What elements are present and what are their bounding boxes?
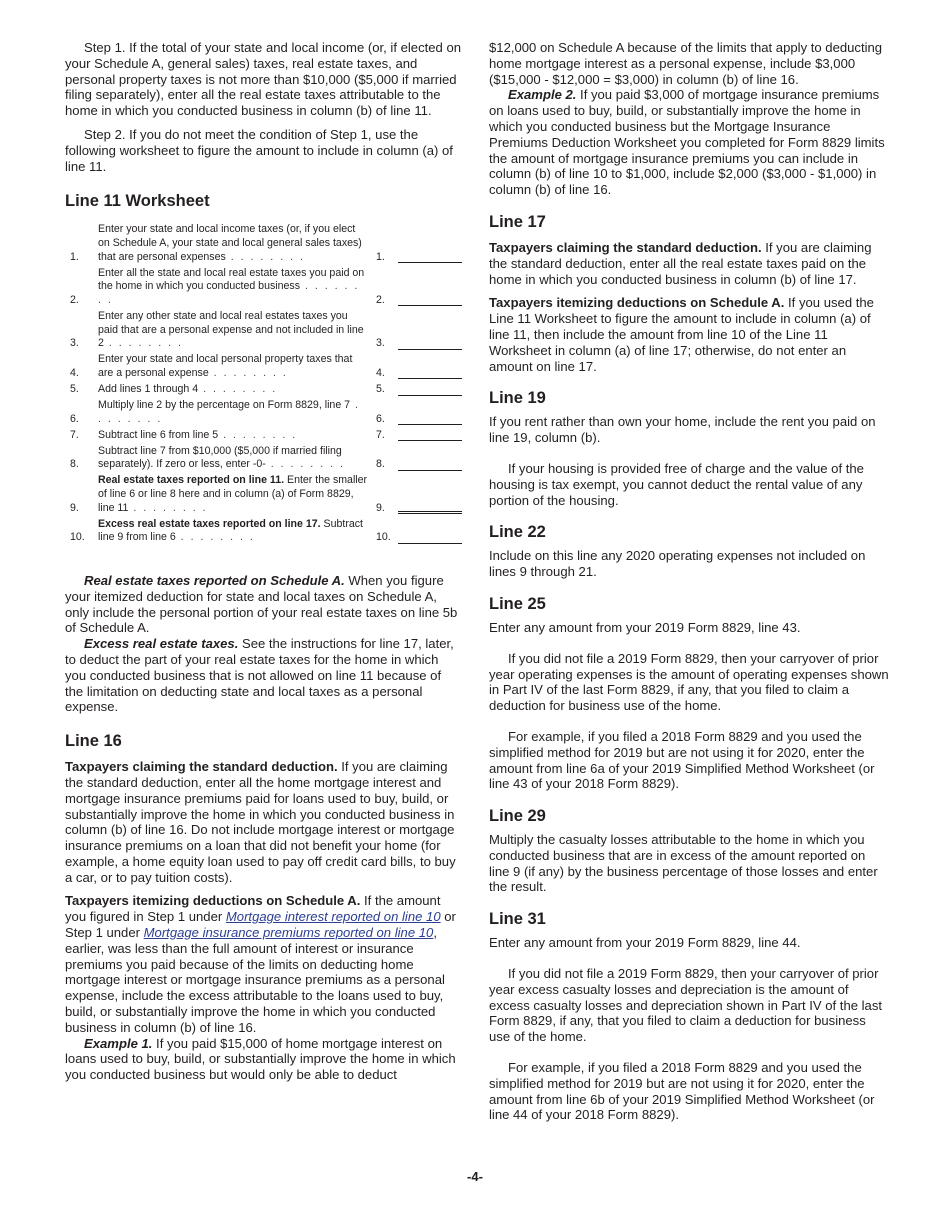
worksheet-line-text: [98, 399, 368, 426]
page-number: -4-: [467, 1169, 483, 1184]
leader-dots: . . . . . . . .: [175, 531, 255, 544]
example1-continued: $12,000 on Schedule A because of the limits that apply to deducting home mortgage interest as a personal expense, include $3,000 ($15,000 - $12,000 = $3,000) in column (b) of line 16.: [489, 40, 883, 87]
worksheet-entry-field[interactable]: [398, 384, 462, 396]
line19-title: Line 19: [489, 389, 546, 408]
line29-title: Line 29: [489, 807, 546, 826]
worksheet-line-number: 10.: [70, 531, 85, 544]
worksheet-entry-field[interactable]: [398, 367, 462, 379]
l31-paragraph-1: Enter any amount from your 2019 Form 8829, line 44.: [489, 935, 801, 951]
worksheet-row: [65, 445, 462, 472]
worksheet-entry-field[interactable]: [398, 459, 462, 471]
l17-item-heading: Taxpayers itemizing deductions on Schedule A.: [489, 295, 785, 311]
worksheet-line-desc: Enter the smaller of line 6 or line 8 here and in column (a) of Form 8829, line 11: [98, 474, 368, 514]
l25-paragraph-3: For example, if you filed a 2018 Form 8829 and you used the simplified method for 2019 but are not using it for 2020, enter the amount from line 6a of your 2019 Simplified Method Worksheet (or line 43 of your 2018 Form 8829).: [489, 728, 875, 792]
worksheet-line-ref: 9.: [376, 501, 385, 514]
leader-dots: . . . . . . . .: [128, 501, 208, 514]
leader-dots: . . . . . . . .: [265, 458, 345, 471]
worksheet-line-desc: Multiply line 2 by the percentage on Form 8829, line 7: [98, 399, 351, 411]
leader-dots: . . . . . . . .: [225, 250, 305, 263]
worksheet-entry-field[interactable]: [398, 429, 462, 441]
worksheet-line-ref: 1.: [376, 250, 385, 263]
right-column: [489, 40, 889, 1123]
worksheet-line-desc: Enter your state and local income taxes (or, if you elect on Schedule A, your state and local general sales taxes) that are personal expenses: [98, 223, 362, 263]
worksheet-line-desc: Subtract line 9 from line 6: [98, 517, 363, 544]
worksheet-line-text: [98, 383, 368, 397]
worksheet-line-ref: 4.: [376, 366, 385, 379]
example2-text: If you paid $3,000 of mortgage insurance premiums on loans used to buy, build, or substantially improve the home in which you conducted business but the Mortgage Insurance Premiums Deduction Worksheet you completed for Form 8829 limits the amount of mortgage insurance premiums you can include in column (b) of line 10 to $1,000, include $2,000 ($3,000 - $1,000) in column (b) of line 16.: [489, 87, 885, 198]
l16-item-text-c: , earlier, was less than the full amount of interest or insurance premiums you paid because of the limits on deducting home mortgage interest or mortgage insurance premiums as a personal expense, include the excess attributable to the loans used to buy, build, or substantially improve the home in which you conducted business in column (b) of line 16.: [65, 925, 445, 1035]
leader-dots: . . . . . . . .: [98, 399, 360, 425]
worksheet-line-ref: 8.: [376, 458, 385, 471]
l17-std-paragraph: [489, 240, 889, 287]
worksheet-row: [65, 518, 462, 545]
line22-title: Line 22: [489, 523, 546, 542]
worksheet-line-desc: Subtract line 6 from line 5: [98, 428, 219, 441]
example1-paragraph: [65, 1036, 462, 1083]
worksheet-line-number: 8.: [70, 458, 79, 471]
line17-title: Line 17: [489, 212, 546, 231]
worksheet-row: [65, 353, 462, 380]
worksheet-row: [65, 267, 462, 308]
worksheet-row: [65, 383, 462, 397]
worksheet-row: [65, 223, 462, 264]
line25-title: Line 25: [489, 594, 546, 613]
l16-item-text-b: or Step 1 under: [65, 909, 456, 941]
worksheet-line-number: 4.: [70, 366, 79, 379]
worksheet-line-desc: Enter all the state and local real estate taxes you paid on the home in which you conducted business: [98, 266, 365, 293]
worksheet-line-number: 5.: [70, 382, 79, 395]
worksheet-line-number: 2.: [70, 293, 79, 306]
worksheet-line-text: [98, 518, 368, 545]
re-taxes-paragraph: [65, 573, 462, 636]
worksheet-line-desc: Subtract line 7 from $10,000 ($5,000 if married filing separately). If zero or less, enter -0-: [98, 444, 342, 471]
leader-dots: . . . . . . . .: [198, 382, 278, 395]
worksheet-line-bold: Real estate taxes reported on line 11.: [98, 474, 285, 487]
l16-std-heading: Taxpayers claiming the standard deduction.: [65, 759, 338, 775]
worksheet-entry-field[interactable]: [398, 500, 462, 514]
worksheet-line-ref: 5.: [376, 382, 385, 395]
worksheet-entry-field[interactable]: [398, 251, 462, 263]
worksheet-line-desc: Enter your state and local personal property taxes that are a personal expense: [98, 353, 353, 379]
worksheet-line-number: 6.: [70, 412, 79, 425]
worksheet-line-bold: Excess real estate taxes reported on line 17.: [98, 517, 321, 530]
line31-title: Line 31: [489, 910, 546, 929]
worksheet-line-text: [98, 429, 368, 443]
worksheet-line-ref: 6.: [376, 412, 385, 425]
worksheet-entry-field[interactable]: [398, 413, 462, 425]
worksheet-line-ref: 10.: [376, 531, 391, 544]
example2-paragraph: [489, 87, 889, 198]
worksheet-entry-field[interactable]: [398, 532, 462, 544]
worksheet-entry-field[interactable]: [398, 338, 462, 350]
worksheet-line-desc: Enter any other state and local real estates taxes you paid that are a personal expense and not included in line 2: [98, 309, 364, 350]
mortgage-interest-link[interactable]: Mortgage interest reported on line 10: [225, 909, 441, 925]
line11-worksheet: [65, 223, 462, 545]
l16-item-text-a: If the amount you figured in Step 1 under: [65, 893, 441, 925]
left-column: [65, 40, 462, 1083]
step1-paragraph: Step 1. If the total of your state and local income (or, if elected on your Schedule A, general sales) taxes, real estate taxes, and personal property taxes is not more than $10,000 ($5,000 if married filing separately), enter all the real estate taxes attributable to the home in which you conducted business in column (b) of line 11.: [65, 40, 462, 119]
l17-std-heading: Taxpayers claiming the standard deduction.: [489, 239, 762, 255]
worksheet-line-text: [98, 445, 368, 472]
example1-text: If you paid $15,000 of home mortgage interest on loans used to buy, build, or substantially improve the home in which you conducted business but would only be able to deduct: [65, 1035, 456, 1083]
excess-heading: Excess real estate taxes.: [84, 636, 239, 652]
l16-item-heading: Taxpayers itemizing deductions on Schedule A.: [65, 893, 361, 909]
worksheet-line-text: [98, 223, 368, 264]
l25-paragraph-2: If you did not file a 2019 Form 8829, then your carryover of prior year operating expenses is the amount of operating expenses shown in Part IV of the last Form 8829, if any, that you filed to claim a deduction for business use of the home.: [489, 650, 889, 714]
leader-dots: . . . . . . . .: [208, 366, 288, 379]
worksheet-line-ref: 3.: [376, 337, 385, 350]
l17-std-text: If you are claiming the standard deduction, enter all the real estate taxes paid on the home in which you conducted business in column (b) of line 17.: [489, 239, 872, 287]
l31-paragraph-3: For example, if you filed a 2018 Form 8829 and you used the simplified method for 2019 but are not using it for 2020, enter the amount from line 6b of your 2019 Simplified Method Worksheet (or line 44 of your 2018 Form 8829).: [489, 1060, 875, 1123]
leader-dots: . . . . . . . .: [103, 337, 183, 350]
excess-text: See the instructions for line 17, later, to deduct the part of your real estate taxes for the home in which you conducted business that is not allowed on line 11 because of the limitation on deducting state and local taxes as a personal expense.: [65, 636, 454, 715]
line16-title: Line 16: [65, 732, 122, 751]
l22-paragraph-1: Include on this line any 2020 operating expenses not included on lines 9 through 21.: [489, 548, 866, 580]
l19-paragraph-1: If you rent rather than own your home, include the rent you paid on line 19, column (b).: [489, 414, 876, 446]
l25-paragraph-1: Enter any amount from your 2019 Form 8829, line 43.: [489, 619, 801, 635]
worksheet-row: [65, 399, 462, 426]
leader-dots: . . . . . . . .: [218, 428, 298, 441]
worksheet-line-text: [98, 474, 368, 515]
l16-std-paragraph: [65, 759, 462, 885]
worksheet-row: [65, 474, 462, 515]
worksheet-line-ref: 7.: [376, 428, 385, 441]
l16-item-paragraph: [65, 893, 462, 1035]
worksheet-line-text: [98, 267, 368, 308]
worksheet-entry-field[interactable]: [398, 294, 462, 306]
worksheet-line-number: 3.: [70, 337, 79, 350]
worksheet-row: [65, 429, 462, 443]
mortgage-insurance-link[interactable]: Mortgage insurance premiums reported on line 10: [143, 925, 434, 941]
excess-paragraph: [65, 636, 462, 715]
worksheet-line-number: 9.: [70, 501, 79, 514]
leader-dots: . . . . . . . .: [98, 280, 360, 306]
re-taxes-heading: Real estate taxes reported on Schedule A.: [84, 572, 345, 588]
worksheet-line-ref: 2.: [376, 293, 385, 306]
l17-item-text: If you used the Line 11 Worksheet to figure the amount to include in column (a) of line 11, then include the amount from line 10 of the Line 11 Worksheet in column (a) of line 17; otherwise, do not enter an amount on line 17.: [489, 295, 874, 374]
l19-paragraph-2: If your housing is provided free of charge and the value of the housing is tax exempt, you cannot deduct the rental value of any portion of the housing.: [489, 460, 864, 508]
worksheet-line-text: [98, 310, 368, 351]
worksheet-line-number: 7.: [70, 428, 79, 441]
worksheet-row: [65, 310, 462, 351]
re-taxes-text: When you figure your itemized deduction for state and local taxes on Schedule A, only include the personal portion of your real estate taxes on line 5b of Schedule A.: [65, 572, 458, 636]
worksheet-line-number: 1.: [70, 250, 79, 263]
example2-heading: Example 2.: [508, 87, 577, 103]
step2-paragraph: Step 2. If you do not meet the condition of Step 1, use the following worksheet to figure the amount to include in column (a) of line 11.: [65, 126, 453, 174]
l29-paragraph-1: Multiply the casualty losses attributable to the home in which you conducted business that are in excess of the amount reported on line 9 (if any) by the business percentage of those losses and enter the result.: [489, 832, 878, 895]
l16-std-text: If you are claiming the standard deduction, enter all the home mortgage interest and mortgage insurance premiums paid for loans used to buy, build, or substantially improve the home in which you conducted business in column (b) of line 16. Do not include mortgage interest or mortgage insurance premiums on a loan that did not benefit your home (for example, a home equity loan used to pay off credit card bills, to buy a car, or to pay tuition costs).: [65, 759, 456, 885]
l17-item-paragraph: [489, 295, 889, 374]
example1-heading: Example 1.: [84, 1035, 153, 1051]
l31-paragraph-2: If you did not file a 2019 Form 8829, then your carryover of prior year excess casualty losses and depreciation is the amount of excess casualty losses and depreciation shown in Part IV of the last Form 8829, if any, that you filed to claim a deduction for business use of the home.: [489, 966, 883, 1045]
worksheet-line-text: [98, 353, 368, 380]
worksheet-line-desc: Add lines 1 through 4: [98, 382, 199, 395]
worksheet-title: Line 11 Worksheet: [65, 192, 210, 211]
